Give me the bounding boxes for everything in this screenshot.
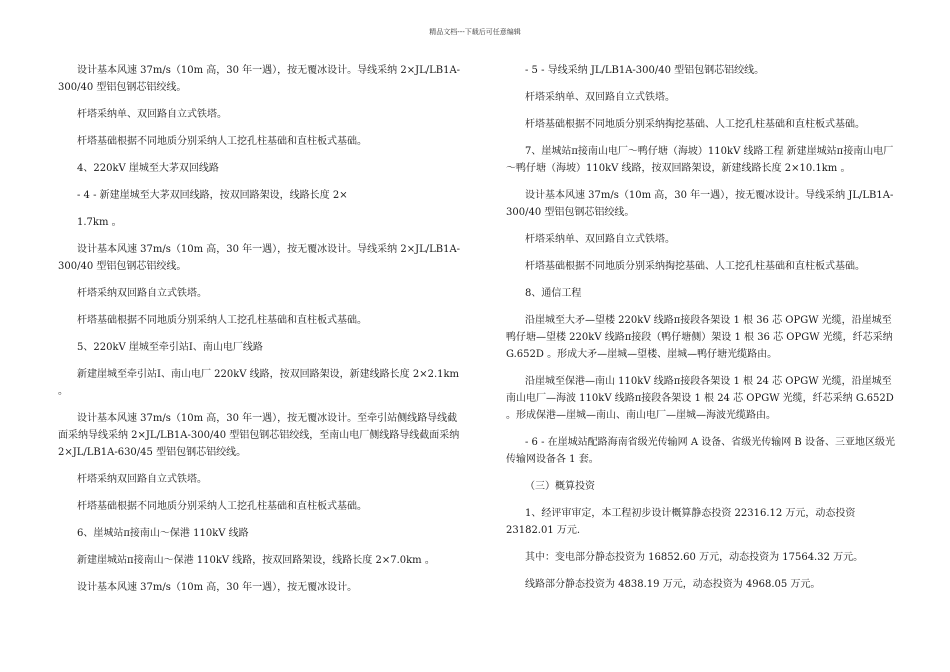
paragraph: 设计基本风速 37m/s（10m 高，30 年一遇），按无覆冰设计。导线采纳 JL/LB1A-300/40 型铝包钢芯铝绞线。	[506, 190, 894, 218]
paragraph: 线路部分静态投资为 4838.19 万元，动态投资为 4968.05 万元。	[525, 579, 821, 590]
paragraph: 杆塔采纳单、双回路自立式铁塔。	[525, 234, 675, 245]
paragraph: 杆塔采纳单、双回路自立式铁塔。	[525, 92, 675, 103]
section-heading: 8、通信工程	[525, 288, 582, 299]
paragraph: 沿崖城至保港—南山 110kV 线路π接段各架设 1 根 24 芯 OPGW 光缆，沿崖城至南山电厂—海波 110kV 线路π接段各架设 1 根 24 芯 OPGW 光缆，纤芯采纳 G.652D 。形成保港—崖城—南山、南山电厂—崖城—海波光缆路由。	[506, 376, 894, 421]
paragraph: 杆塔基础根据不同地质分别采纳掏挖基础、人工挖孔柱基础和直柱板式基础。	[525, 261, 865, 272]
paragraph: 杆塔采纳双回路自立式铁塔。	[77, 288, 207, 299]
paragraph: 设计基本风速 37m/s（10m 高，30 年一遇），按无覆冰设计。	[77, 582, 358, 593]
page-header: 精品文档---下载后可任意编辑	[429, 28, 521, 36]
paragraph: 杆塔基础根据不同地质分别采纳人工挖孔柱基础和直柱板式基础。	[77, 501, 367, 512]
paragraph: 新建崖城站π接南山～保港 110kV 线路，按双回路架设，线路长度 2×7.0km 。	[77, 555, 435, 566]
section-heading: （三）概算投资	[525, 481, 595, 492]
paragraph: - 6 - 在崖城站配路海南省级光传输网 A 设备、省级光传输网 B 设备、三亚地区级光传输网设备各 1 套。	[506, 437, 895, 465]
section-heading: 6、崖城站π接南山～保港 110kV 线路	[77, 528, 249, 539]
paragraph: 新建崖城至牵引站Ⅰ、南山电厂 220kV 线路，按双回路架设，新建线路长度 2×2.1km 。	[58, 369, 460, 397]
paragraph: 设计基本风速 37m/s（10m 高，30 年一遇），按无覆冰设计。导线采纳 2×JL/LB1A-300/40 型铝包钢芯铝绞线。	[58, 244, 461, 272]
paragraph: 杆塔基础根据不同地质分别采纳人工挖孔柱基础和直柱板式基础。	[77, 136, 367, 147]
left-column	[58, 62, 466, 606]
section-heading: 5、220kV 崖城至牵引站Ⅰ、南山电厂线路	[77, 342, 263, 353]
paragraph: 设计基本风速 37m/s（10m 高，30 年一遇），按无覆冰设计。至牵引站侧线路导线截面采纳导线采纳 2×JL/LB1A-300/40 型铝包钢芯铝绞线，至南山电厂侧线路导线截面采纳 2×JL/LB1A-630/45 型铝包钢芯铝绞线。	[58, 413, 460, 458]
paragraph: - 4 - 新建崖城至大茅双回线路，按双回路架设，线路长度 2×	[77, 190, 348, 201]
paragraph: - 5 - 导线采纳 JL/LB1A-300/40 型铝包钢芯铝绞线。	[525, 65, 765, 76]
paragraph: 设计基本风速 37m/s（10m 高，30 年一遇），按无覆冰设计。导线采纳 2×JL/LB1A-300/40 型铝包钢芯铝绞线。	[58, 65, 461, 93]
right-column	[506, 62, 898, 603]
paragraph: 1.7km 。	[77, 217, 122, 228]
paragraph: 1、经评审审定，本工程初步设计概算静态投资 22316.12 万元，动态投资 23182.01 万元.	[506, 508, 856, 536]
paragraph: 其中：变电部分静态投资为 16852.60 万元，动态投资为 17564.32 万元。	[525, 552, 864, 563]
paragraph: 杆塔采纳双回路自立式铁塔。	[77, 474, 207, 485]
paragraph: 沿崖城至大矛—望楼 220kV 线路π接段各架设 1 根 36 芯 OPGW 光缆，沿崖城至鸭仔塘—望楼 220kV 线路π接段（鸭仔塘侧）架设 1 根 36 芯 OPGW 光缆，纤芯采纳 G.652D 。形成大矛—崖城—望楼、崖城—鸭仔塘光缆路由。	[506, 315, 893, 360]
paragraph: 杆塔基础根据不同地质分别采纳人工挖孔柱基础和直柱板式基础。	[77, 315, 367, 326]
paragraph: 杆塔采纳单、双回路自立式铁塔。	[77, 109, 227, 120]
section-heading: 4、220kV 崖城至大茅双回线路	[77, 163, 219, 174]
section-heading: 7、崖城站π接南山电厂～鸭仔塘（海坡）110kV 线路工程 新建崖城站π接南山电厂～鸭仔塘（海坡）110kV 线路，按双回路架设，新建线路长度 2×10.1km 。	[506, 146, 894, 174]
paragraph: 杆塔基础根据不同地质分别采纳掏挖基础、人工挖孔柱基础和直柱板式基础。	[525, 119, 865, 130]
